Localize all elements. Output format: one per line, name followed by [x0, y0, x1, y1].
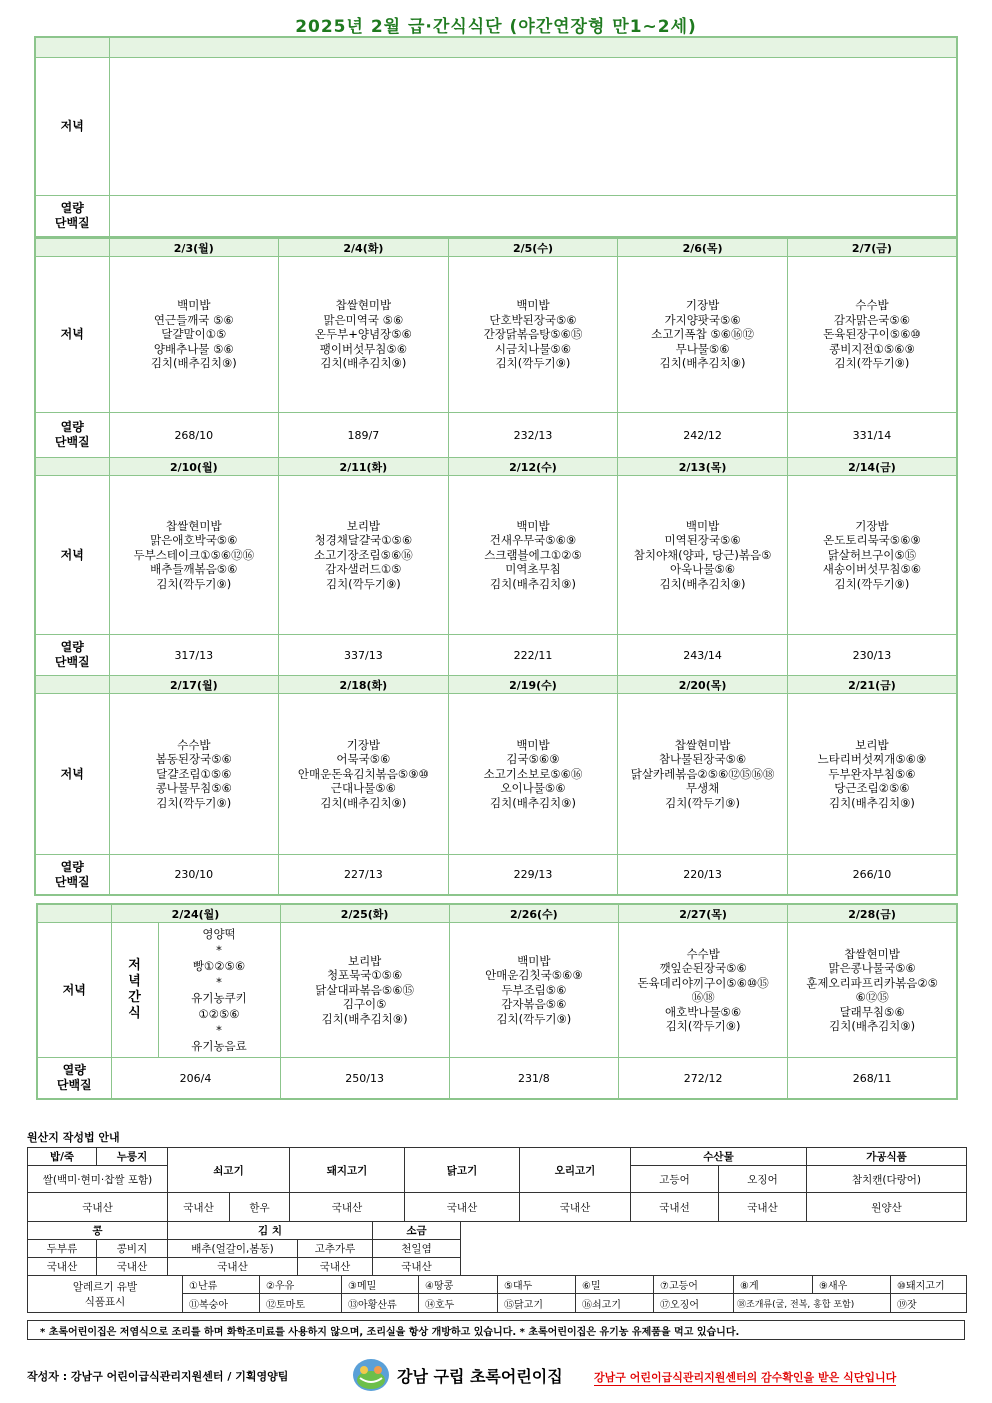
- allergy-item: ⑪복숭아: [182, 1293, 260, 1313]
- menu-item: 소고기폭찹 ⑤⑥⑯⑫: [651, 327, 754, 342]
- kcal-label: 열량 단백질: [35, 196, 109, 238]
- origin-value: 국내산: [167, 1192, 230, 1222]
- menu-item: 백미밥: [177, 298, 211, 313]
- date-header: 2/19(수): [448, 676, 618, 694]
- menu-item: 애호박나물⑤⑥: [665, 1004, 742, 1019]
- menu-item: 느타리버섯찌개⑤⑥⑨: [817, 752, 927, 767]
- menu-item: 두부완자부침⑤⑥: [828, 766, 916, 781]
- menu-item: 참나물된장국⑤⑥: [658, 752, 747, 767]
- origin-value: 국내산: [167, 1257, 298, 1276]
- origin-value: 국내산: [27, 1257, 97, 1276]
- menu-item: 유기농음료: [191, 1039, 247, 1053]
- menu-cell: [448, 476, 618, 635]
- menu-item: 돈육된장구이⑤⑥⑩: [823, 327, 921, 342]
- menu-cell: [618, 923, 787, 1058]
- menu-item: 달래무침⑤⑥: [839, 1004, 905, 1019]
- date-header: 2/28(금): [788, 904, 957, 923]
- menu-item: 김치(배추김치⑨): [150, 356, 237, 371]
- menu-item: 유기농쿠키: [191, 991, 247, 1005]
- menu-item: 찹쌀현미밥: [166, 518, 222, 533]
- menu-cell: [618, 694, 788, 855]
- date-header: 2/13(목): [618, 458, 788, 476]
- allergy-label: 알레르기 유발 식품표시: [27, 1275, 183, 1313]
- origin-value: 국내산: [27, 1192, 168, 1222]
- empty-header: [109, 37, 957, 58]
- origin-value: 국내산: [718, 1192, 807, 1222]
- menu-cell: [787, 476, 957, 635]
- menu-item: 김치(배추김치⑨): [490, 795, 576, 810]
- menu-item: 아욱나물⑤⑥: [670, 562, 736, 577]
- menu-item: 백미밥: [516, 737, 550, 752]
- kcal-cell: 222/11: [448, 635, 618, 676]
- empty-header: [35, 37, 109, 58]
- menu-item: 감자맑은국⑤⑥: [833, 312, 911, 327]
- origin-header-chicken: 닭고기: [404, 1147, 520, 1193]
- menu-item: 맑은콩나물국⑤⑥: [828, 961, 916, 975]
- date-header-blank: [37, 904, 111, 923]
- menu-item: 청경채달걀국①⑤⑥: [314, 533, 413, 548]
- dinner-label: 저녁: [37, 923, 111, 1058]
- menu-item: 김치(깍두기⑨): [665, 1019, 741, 1033]
- kcal-cell: 229/13: [448, 855, 618, 896]
- menu-item: 시금치나물⑤⑥: [494, 341, 572, 356]
- menu-item: 김치(배추김치⑨): [828, 795, 915, 810]
- menu-item: 소고기장조림⑤⑥⑯: [314, 547, 413, 562]
- menu-item: 김치(배추김치⑨): [659, 356, 746, 371]
- origin-sub-item: 천일염: [372, 1239, 461, 1258]
- kcal-cell: 250/13: [280, 1058, 449, 1100]
- menu-item: 닭살카레볶음②⑤⑥⑫⑮⑯⑱: [630, 766, 775, 781]
- dinner-label: 저녁: [35, 476, 109, 635]
- allergy-item: ⑰오징어: [653, 1293, 734, 1313]
- menu-item: 김국⑤⑥⑨: [506, 752, 560, 767]
- menu-item: 달걀조림①⑤⑥: [156, 766, 232, 781]
- menu-item: 맑은미역국 ⑤⑥: [323, 312, 404, 327]
- origin-sub-rice: 쌀(백미·현미·찹쌀 포함): [27, 1165, 168, 1193]
- origin-value: 국내산: [289, 1192, 405, 1222]
- dinner-label: 저녁: [35, 58, 109, 196]
- kcal-cell: 268/11: [788, 1058, 957, 1100]
- menu-item: 소고기소보로⑤⑥⑯: [483, 766, 583, 781]
- date-header: 2/20(목): [618, 676, 788, 694]
- kcal-cell: 331/14: [787, 413, 957, 458]
- kcal-cell: 230/13: [787, 635, 957, 676]
- allergy-item: ⑬아황산류: [341, 1293, 419, 1313]
- kcal-cell: 230/10: [109, 855, 279, 896]
- menu-item: 백미밥: [516, 298, 550, 313]
- origin-value: 원양산: [806, 1192, 967, 1222]
- menu-item: 안매운돈육김치볶음⑤⑨⑩: [297, 766, 429, 781]
- menu-item: *: [216, 943, 222, 957]
- kcal-cell: 337/13: [279, 635, 449, 676]
- menu-weeks-table: [34, 237, 958, 896]
- allergy-item: ⑯쇠고기: [575, 1293, 654, 1313]
- kcal-cell: 317/13: [109, 635, 279, 676]
- date-header: 2/4(화): [279, 238, 449, 257]
- menu-item: 수수밥: [855, 298, 889, 313]
- allergy-item: ⑮닭고기: [497, 1293, 576, 1313]
- origin-value: 국내산: [297, 1257, 373, 1276]
- menu-item: 보리밥: [346, 518, 381, 533]
- menu-item: 깻잎순된장국⑤⑥: [659, 961, 747, 975]
- date-header: 2/12(수): [448, 458, 618, 476]
- kcal-cell: 220/13: [618, 855, 788, 896]
- allergy-item: ④땅콩: [418, 1275, 498, 1294]
- origin-header-pork: 돼지고기: [289, 1147, 405, 1193]
- menu-item: 근대나물⑤⑥: [330, 781, 396, 796]
- origin-value: 한우: [229, 1192, 290, 1222]
- menu-item: 콩비지전①⑤⑥⑨: [829, 341, 915, 356]
- origin-sub-tuna: 참치캔(다랑어): [806, 1165, 967, 1193]
- origin-sub-item: 두부류: [27, 1239, 97, 1258]
- kcal-cell: 231/8: [449, 1058, 618, 1100]
- allergy-item: ⑱조개류(굴, 전복, 홍합 포함): [733, 1293, 891, 1313]
- menu-item: 청포묵국①⑤⑥: [326, 968, 403, 983]
- menu-item: 배추들깨볶음⑤⑥: [150, 562, 238, 577]
- menu-cell: [449, 923, 618, 1058]
- menu-item: 수수밥: [177, 737, 211, 752]
- allergy-item: ⑤대두: [497, 1275, 576, 1294]
- menu-item: 미역초무침: [505, 562, 561, 577]
- origin-sub-squid: 오징어: [718, 1165, 807, 1193]
- date-header-blank: [35, 676, 109, 694]
- allergy-item: ③메밀: [341, 1275, 419, 1294]
- dinner-label: 저녁: [35, 694, 109, 855]
- menu-cell: [280, 923, 449, 1058]
- dinner-label: 저녁: [35, 257, 109, 413]
- origin-header-bean: 콩: [27, 1221, 168, 1240]
- menu-item: 단호박된장국⑤⑥: [489, 312, 577, 327]
- menu-item: 백미밥: [516, 518, 550, 533]
- origin-sub-item: 고추가루: [297, 1239, 373, 1258]
- menu-item: 두부스테이크①⑤⑥⑫⑯: [133, 547, 255, 562]
- menu-item: 김치(깍두기⑨): [834, 356, 910, 371]
- origin-header-nurungji: 누룽지: [96, 1147, 168, 1166]
- menu-item: 연근들깨국 ⑤⑥: [153, 312, 234, 327]
- menu-item: 김치(배추김치⑨): [321, 1011, 408, 1026]
- date-header: 2/18(화): [279, 676, 449, 694]
- origin-sub-mackerel: 고등어: [630, 1165, 719, 1193]
- menu-item: 찹쌀현미밥: [674, 737, 731, 752]
- menu-cell: [158, 923, 280, 1058]
- menu-item: 김치(배추김치⑨): [659, 576, 746, 591]
- kcal-cell: 189/7: [279, 413, 449, 458]
- date-header-blank: [35, 458, 109, 476]
- menu-item: 미역된장국⑤⑥: [664, 533, 741, 548]
- date-header-blank: [35, 238, 109, 257]
- menu-item: 김치(깍두기⑨): [156, 795, 232, 810]
- menu-item: 김치(배추김치⑨): [829, 1019, 916, 1033]
- menu-week4-table: [36, 903, 958, 1100]
- empty-week-table: [34, 36, 958, 238]
- menu-item: ①②⑤⑥: [198, 1007, 240, 1021]
- menu-item: 백미밥: [517, 953, 551, 968]
- menu-item: 찹쌀현미밥: [844, 946, 900, 961]
- allergy-item: ⑭호두: [418, 1293, 498, 1313]
- snack-label: 저 녁 간 식: [111, 923, 158, 1058]
- menu-item: 온두부+양념장⑤⑥: [314, 327, 412, 342]
- menu-item: 팽이버섯무침⑤⑥: [319, 341, 408, 356]
- menu-cell: [109, 694, 279, 855]
- footer-approval: 강남구 어린이급식관리지원센터의 감수확인을 받은 식단입니다: [594, 1371, 897, 1384]
- menu-item: 보리밥: [855, 737, 889, 752]
- menu-item: 기장밥: [346, 737, 381, 752]
- kcal-label: 열량 단백질: [37, 1058, 111, 1100]
- kcal-label: 열량 단백질: [35, 855, 109, 896]
- menu-item: 김치(깍두기⑨): [496, 1011, 572, 1026]
- menu-item: 김치(배추김치⑨): [490, 576, 576, 591]
- menu-cell: [109, 257, 279, 413]
- allergy-item: ⑲잣: [890, 1293, 967, 1313]
- menu-item: 돈육데리야끼구이⑤⑥⑩⑮: [637, 975, 769, 990]
- menu-item: 보리밥: [347, 953, 382, 968]
- menu-cell: [279, 257, 449, 413]
- date-header: 2/7(금): [787, 238, 957, 257]
- menu-item: 맑은애호박국⑤⑥: [150, 533, 238, 548]
- menu-item: 감자볶음⑤⑥: [501, 997, 567, 1012]
- date-header: 2/27(목): [618, 904, 787, 923]
- date-header: 2/25(화): [280, 904, 449, 923]
- menu-item: 김치(깍두기⑨): [834, 576, 910, 591]
- menu-cell: [109, 476, 279, 635]
- menu-item: 김치(깍두기⑨): [325, 576, 401, 591]
- empty-kcal-cell: [109, 196, 957, 238]
- menu-item: 참치야채(양파, 당근)볶음⑤: [633, 547, 772, 562]
- menu-item: *: [216, 1023, 222, 1037]
- date-header: 2/3(월): [109, 238, 279, 257]
- daycare-logo: [352, 1358, 390, 1392]
- origin-sub-item: 배추(얼갈이,봄동): [167, 1239, 298, 1258]
- empty-menu-cell: [109, 58, 957, 196]
- menu-cell: [448, 257, 618, 413]
- allergy-item: ①난류: [182, 1275, 260, 1294]
- menu-item: 감자샐러드①⑤: [325, 562, 402, 577]
- kcal-cell: 227/13: [279, 855, 449, 896]
- menu-item: 영양떡: [202, 927, 236, 941]
- origin-value: 국내산: [404, 1192, 520, 1222]
- kcal-cell: 243/14: [618, 635, 788, 676]
- menu-item: 빵①②⑤⑥: [192, 959, 246, 973]
- menu-item: 새송이버섯무침⑤⑥: [822, 562, 922, 577]
- kcal-cell: 206/4: [111, 1058, 280, 1100]
- notice: * 초록어린이집은 저염식으로 조리를 하며 화학조미료를 사용하지 않으며, 조리실을 항상 개방하고 있습니다. * 초록어린이집은 유기농 유제품을 먹고 있습니다.: [27, 1320, 965, 1340]
- date-header: 2/11(화): [279, 458, 449, 476]
- allergy-item: ⑫토마토: [259, 1293, 342, 1313]
- menu-item: 양배추나물 ⑤⑥: [153, 341, 234, 356]
- menu-item: *: [216, 975, 222, 989]
- menu-item: ⑥⑫⑮: [855, 990, 889, 1004]
- date-header: 2/10(월): [109, 458, 279, 476]
- origin-value: 국내산: [519, 1192, 631, 1222]
- allergy-item: ②우유: [259, 1275, 342, 1294]
- allergy-item: ⑨새우: [812, 1275, 891, 1294]
- menu-item: 가지양팟국⑤⑥: [664, 312, 741, 327]
- origin-header-beef: 쇠고기: [167, 1147, 290, 1193]
- menu-cell: [279, 694, 449, 855]
- menu-item: 수수밥: [686, 946, 720, 961]
- kcal-cell: 266/10: [787, 855, 957, 896]
- kcal-cell: 232/13: [448, 413, 618, 458]
- menu-item: 닭살대파볶음⑤⑥⑮: [315, 982, 415, 997]
- origin-header-processed: 가공식품: [806, 1147, 967, 1166]
- menu-item: 기장밥: [685, 298, 720, 313]
- date-header: 2/26(수): [449, 904, 618, 923]
- menu-item: 찹쌀현미밥: [335, 298, 392, 313]
- menu-cell: [618, 476, 788, 635]
- menu-item: 김치(배추김치⑨): [320, 795, 407, 810]
- origin-header-duck: 오리고기: [519, 1147, 631, 1193]
- date-header: 2/6(목): [618, 238, 788, 257]
- menu-item: 오이나물⑤⑥: [500, 781, 566, 796]
- origin-value: 국내선: [630, 1192, 719, 1222]
- menu-item: 어묵국⑤⑥: [336, 752, 391, 767]
- menu-cell: [787, 694, 957, 855]
- date-header: 2/24(월): [111, 904, 280, 923]
- menu-item: 김치(깍두기⑨): [156, 576, 232, 591]
- kcal-label: 열량 단백질: [35, 413, 109, 458]
- menu-cell: [279, 476, 449, 635]
- allergy-item: ⑥밀: [575, 1275, 654, 1294]
- date-header: 2/5(수): [448, 238, 618, 257]
- origin-header-rice: 밥/죽: [27, 1147, 97, 1166]
- menu-cell: [788, 923, 957, 1058]
- kcal-cell: 242/12: [618, 413, 788, 458]
- page-title: 2025년 2월 급·간식식단 (야간연장형 만1~2세): [295, 17, 697, 37]
- menu-cell: [448, 694, 618, 855]
- menu-item: 김치(깍두기⑨): [665, 795, 740, 810]
- date-header: 2/21(금): [787, 676, 957, 694]
- allergy-item: ⑧게: [733, 1275, 813, 1294]
- date-header: 2/14(금): [787, 458, 957, 476]
- menu-item: 두부조림⑤⑥: [501, 982, 567, 997]
- menu-item: 김구이⑤: [342, 997, 387, 1012]
- menu-item: 콩나물무침⑤⑥: [155, 781, 232, 796]
- kcal-label: 열량 단백질: [35, 635, 109, 676]
- menu-item: 온도토리묵국⑤⑥⑨: [823, 533, 921, 548]
- origin-sub-item: 콩비지: [96, 1239, 168, 1258]
- allergy-item: ⑦고등어: [653, 1275, 734, 1294]
- menu-cell: [787, 257, 957, 413]
- menu-item: 백미밥: [685, 518, 720, 533]
- origin-value: 국내산: [96, 1257, 168, 1276]
- menu-item: 달걀말이①⑤: [161, 327, 227, 342]
- menu-cell: [618, 257, 788, 413]
- footer-author: 작성자 : 강남구 어린이급식관리지원센터 / 기획영양팀: [27, 1370, 289, 1383]
- menu-item: 스크램블에그①②⑤: [484, 547, 582, 562]
- menu-item: 기장밥: [855, 518, 889, 533]
- origin-header-salt: 소금: [372, 1221, 461, 1240]
- menu-item: 김치(깍두기⑨): [495, 356, 571, 371]
- origin-value: 국내산: [372, 1257, 461, 1276]
- menu-item: 건새우무국⑤⑥⑨: [489, 533, 577, 548]
- kcal-cell: 268/10: [109, 413, 279, 458]
- menu-item: 무나물⑤⑥: [675, 341, 730, 356]
- menu-item: 닭살허브구이⑤⑮: [827, 547, 917, 562]
- menu-item: 봄동된장국⑤⑥: [155, 752, 232, 767]
- date-header: 2/17(월): [109, 676, 279, 694]
- kcal-cell: 272/12: [618, 1058, 787, 1100]
- origin-header-kimchi: 김 치: [167, 1221, 373, 1240]
- menu-item: 무생채: [685, 781, 720, 796]
- origin-header-seafood: 수산물: [630, 1147, 807, 1166]
- allergy-item: ⑩돼지고기: [890, 1275, 967, 1294]
- menu-item: 간장닭볶음탕⑤⑥⑮: [483, 327, 583, 342]
- menu-item: 김치(배추김치⑨): [320, 356, 407, 371]
- menu-item: 당근조림②⑤⑥: [834, 781, 910, 796]
- menu-item: 안매운김칫국⑤⑥⑨: [485, 968, 583, 983]
- menu-item: ⑯⑱: [691, 990, 715, 1004]
- menu-item: 훈제오리파프리카볶음②⑤: [806, 975, 938, 990]
- origin-section-title: 원산지 작성법 안내: [27, 1131, 120, 1144]
- footer-org: 강남 구립 초록어린이집: [397, 1367, 563, 1386]
